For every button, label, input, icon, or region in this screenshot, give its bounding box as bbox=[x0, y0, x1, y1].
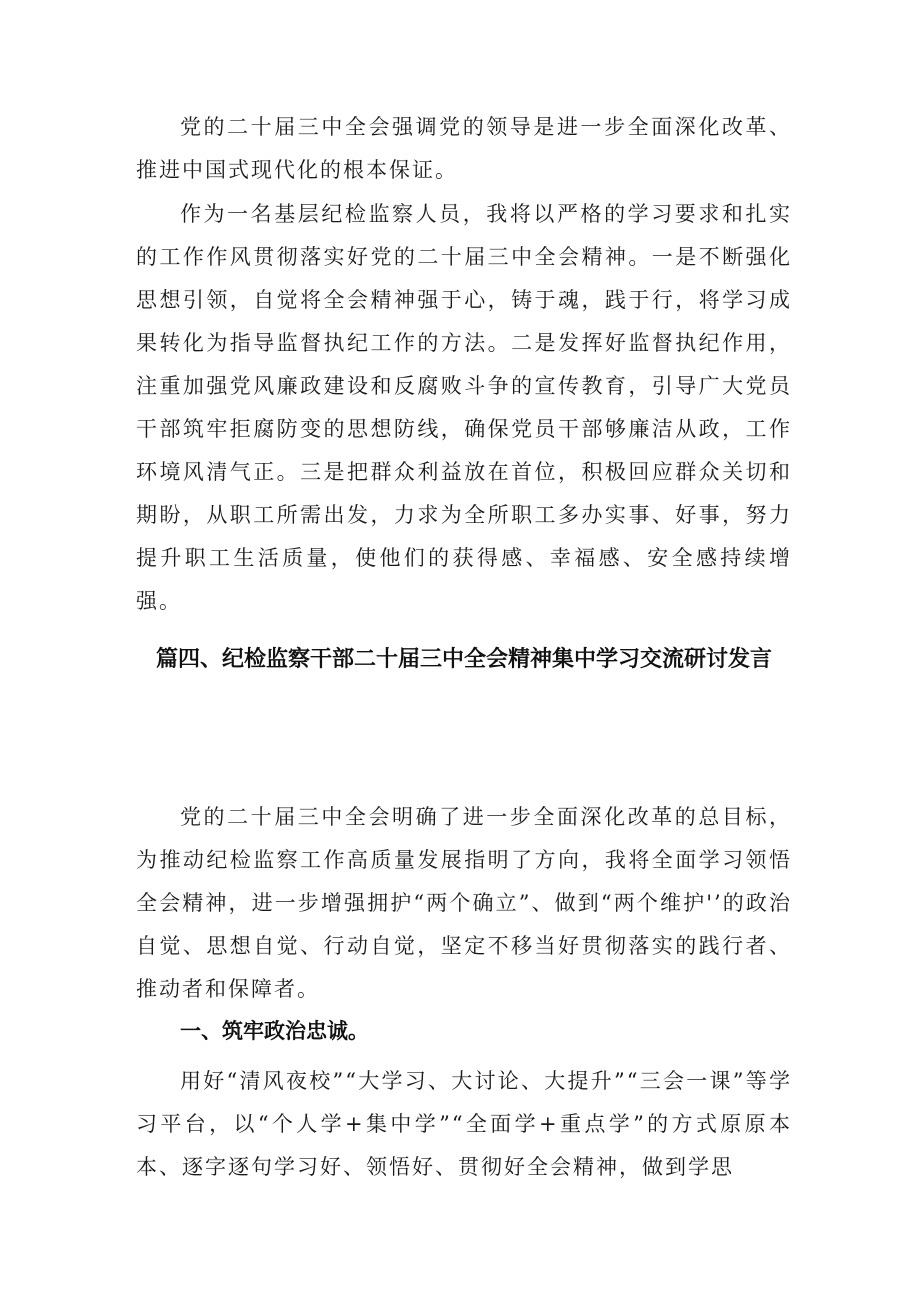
section-heading: 篇四、纪检监察干部二十届三中全会精神集中学习交流研讨发言 bbox=[155, 647, 772, 672]
subheading-political-loyalty: 一、筑牢政治忠诚。 bbox=[180, 1019, 369, 1043]
paragraph-leadership-guarantee: 党的二十届三中全会强调党的领导是进一步全面深化改革、推进中国式现代化的根本保证。 bbox=[136, 115, 792, 182]
paragraph-overall-goal: 党的二十届三中全会明确了进一步全面深化改革的总目标，为推动纪检监察工作高质量发展指明了方向，我将全面学习领悟全会精神，进一步增强拥护“两个确立”、做到“两个维护'’的政治自觉、思想自觉、行动自觉，坚定不移当好贯彻落实的践行者、推动者和保障者。 bbox=[136, 805, 792, 1001]
paragraph-study-platforms: 用好“清风夜校”“大学习、大讨论、大提升”“三会一课”等学习平台，以“个人学+集中学”“全面学+重点学”的方式原原本本、逐字逐句学习好、领悟好、贯彻好全会精神，做到学思 bbox=[136, 1069, 792, 1179]
paragraph-implementation-commitment: 作为一名基层纪检监察人员，我将以严格的学习要求和扎实的工作作风贯彻落实好党的二十届三中全会精神。一是不断强化思想引领，自觉将全会精神强于心，铸于魂，践于行，将学习成果转化为指导监督执纪工作的方法。二是发挥好监督执纪作用，注重加强党风廉政建设和反腐败斗争的宣传教育，引导广大党员干部筑牢拒腐防变的思想防线，确保党员干部够廉洁从政，工作环境风清气正。三是把群众利益放在首位，积极回应群众关切和期盼，从职工所需出发，力求为全所职工多办实事、好事，努力提升职工生活质量，使他们的获得感、幸福感、安全感持续增强。 bbox=[136, 202, 792, 613]
